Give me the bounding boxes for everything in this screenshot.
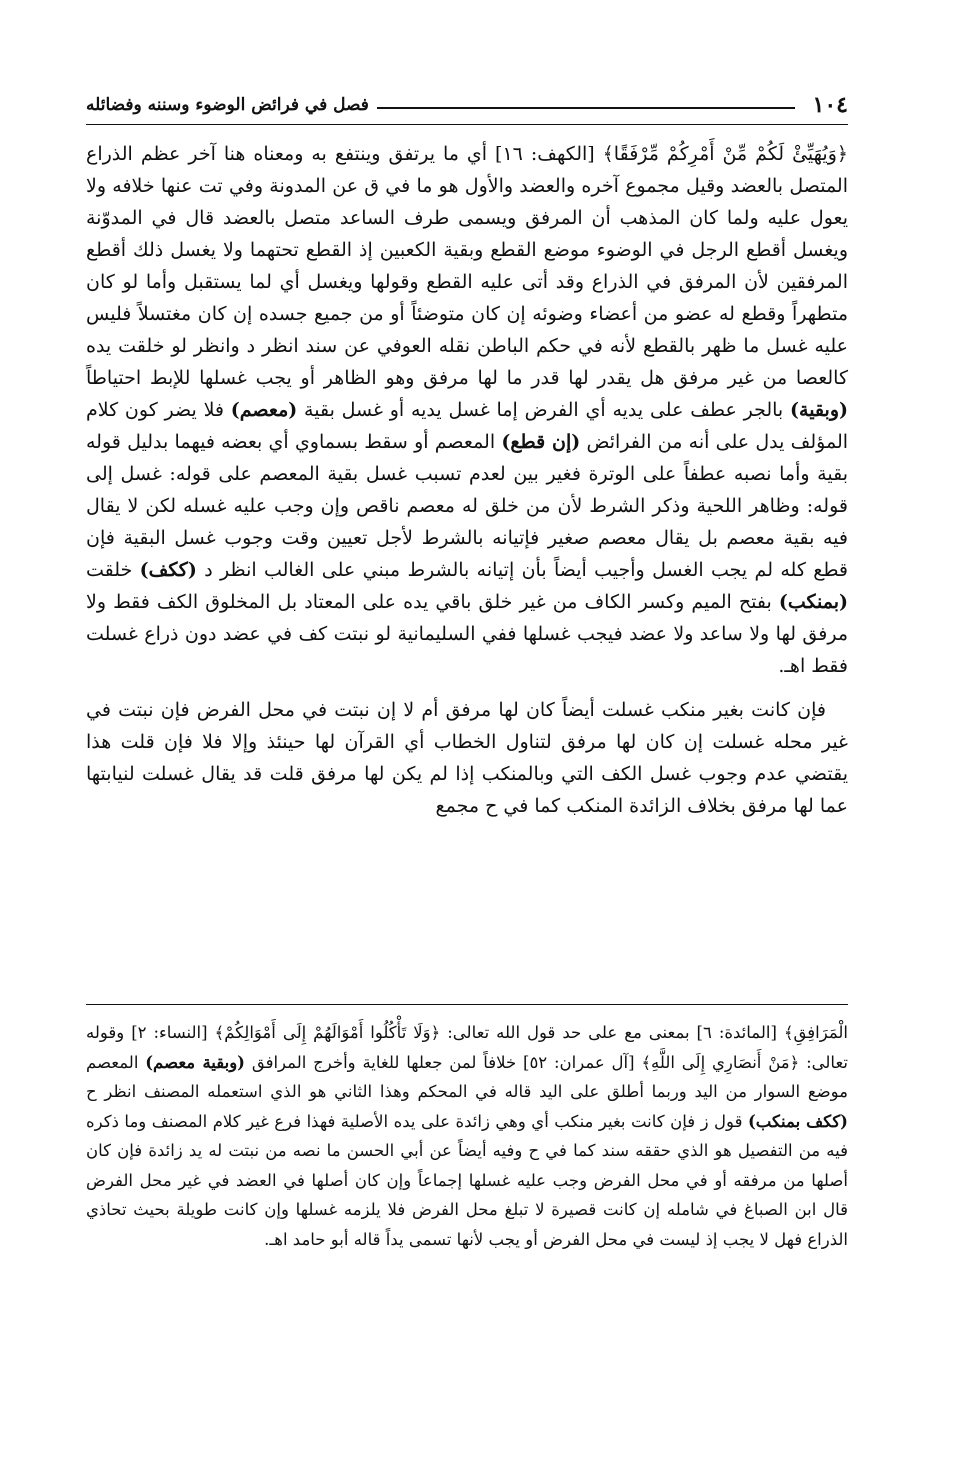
paragraph-2: فإن كانت بغير منكب غسلت أيضاً كان لها مرفق أم لا إن نبتت في محل الفرض فإن نبتت في غير محله غسلت إن كان لها مرفق لتناول الخطاب أي القرآن لها حينئذ وإلا فلا فإن قلت هذا يقتضي عدم وجوب غسل الكف التي وبالمنكب إذا لم يكن لها مرفق قلت قد يقال غسلت لنيابتها عما لها مرفق بخلاف الزائدة المنكب كما في ح مجمع: [86, 699, 848, 817]
paragraph-1-text: بالجر عطف على يديه أي الفرض إما غسل يديه أو غسل بقية: [297, 399, 791, 421]
header-rule: [377, 107, 795, 109]
footnotes: [86, 1018, 848, 1254]
footnote-text: قول ز فإن كانت بغير منكب أي وهي زائدة على يده الأصلية فهذا فرع غير كلام المصنف وما ذكره فيه من التفصيل هو الذي حققه سند كما في ح وفيه أيضاً عن أبي الحسن ما نصه من نبتت له يد زائدة فإن كان أصلها من مرفقه أو في محل الفرض وجب عليه غسلها إجماعاً وإن كان أصلها في العضد في غير محل الفرض قال ابن الصباغ في شامله إن كانت قصيرة لا تبلغ محل الفرض فلا يلزمه غسلها وإن كانت طويلة بحيث تحاذي الذراع فهل لا يجب إذ ليست في محل الفرض أو يجب لأنها تسمى يداً قاله أبو حامد اهـ.: [86, 1111, 848, 1249]
keyword-misam: (معصم): [230, 399, 298, 421]
paragraph-1-text: المعصم أو سقط بسماوي أي بعضه فيهما بدليل قوله بقية وأما نصبه عطفاً على الوترة فغير بين لعدم تسبب غسل بقية المعصم على قوله: غسل إلى قوله: وظاهر اللحية وذكر الشرط لأن من خلق له معصم ناقص وإن وجب عليه غسله لكن لا يقال فيه بقية معصم بل يقال معصم صغير فإتيانه بالشرط لأجل تعيين وقت وجوب غسل البقية فإن قطع كله لم يجب الغسل وأجيب أيضاً بأن إتيانه بالشرط مبني على الغالب انظر د: [86, 431, 848, 581]
paragraph-1-text: فلا يضر كون كلام المؤلف يدل على أنه من الفرائض: [86, 399, 849, 453]
paragraph-1-text: خلقت: [86, 559, 140, 581]
keyword-kakaff: (ككف): [139, 559, 197, 581]
footnote-text: الْمَرَافِقِ﴾ [المائدة: ٦] بمعنى مع على حد قول الله تعالى: ﴿وَلَا تَأْكُلُوا أَمْوَالَهُمْ إِلَى أَمْوَالِكُمْ﴾ [النساء: ٢] وقوله تعالى: ﴿مَنْ أَنصَارِي إِلَى اللَّهِ﴾ [آل عمران: ٥٢] خلافاً لمن جعلها للغاية وأخرج المرافق: [86, 1023, 849, 1072]
footnote-keyword-baqiyya-misam: (وبقية معصم): [145, 1052, 245, 1072]
page-number: ١٠٤: [812, 92, 848, 118]
keyword-in-quti: (إن قطع): [501, 431, 581, 453]
paragraph-1-text: بفتح الميم وكسر الكاف من غير خلق باقي يده على المعتاد بل المخلوق الكف فقط ولا مرفق لها ولا ساعد ولا عضد فيجب غسلها ففي السليمانية لو نبتت كف في عضد دون ذراع غسلت فقط اهـ.: [86, 591, 848, 677]
keyword-baqiyya: (وبقية): [790, 399, 848, 421]
page-header: [86, 88, 848, 122]
keyword-bimankib: (بمنكب): [778, 591, 848, 613]
footnote-divider: [86, 1004, 848, 1005]
running-title: فصل في فرائض الوضوء وسننه وفضائله: [86, 95, 369, 115]
main-text: [86, 138, 848, 822]
paragraph-1-text: ﴿وَيُهَيِّئْ لَكُمْ مِّنْ أَمْرِكُمْ مِّرْفَقًا﴾ [الكهف: ١٦] أي ما يرتفق وينتفع به ومعناه هنا آخر عظم الذراع المتصل بالعضد وقيل مجموع آخره والعضد والأول هو ما في ق عن المدونة وفي تت عنها خلافه ولا يعول عليه ولما كان المذهب أن المرفق ويسمى طرف الساعد متصل بالعضد قال في المدوّنة ويغسل أقطع الرجل في الوضوء موضع القطع وبقية الكعبين إذ القطع تحتهما ولا يغسل ذلك أقطع المرفقين لأن المرفق في الذراع وقد أتى عليه القطع وقولها ويغسل أي لما يستقبل وأما لو كان متطهراً وقطع له عضو من أعضاء وضوئه إن كان متوضئاً أو من جميع جسده إن كان مغتسلاً فليس عليه غسل ما ظهر بالقطع لأنه في حكم الباطن نقله العوفي عن سند انظر د وانظر لو خلقت يده كالعصا من غير مرفق هل يقدر لها قدر ما لها مرفق وهو الظاهر أو يجب غسلها للإبط احتياطاً: [86, 143, 848, 389]
footnote-text: المعصم موضع السوار من اليد وربما أطلق على اليد قاله في المحكم وهذا الثاني هو الذي استعمله المصنف انظر ح: [86, 1052, 848, 1101]
paragraph-1: [86, 138, 848, 682]
footnote-keyword-kakaff-bimankib: (ككف بمنكب): [747, 1111, 848, 1131]
footnote-paragraph: [86, 1018, 848, 1254]
header-divider: [86, 124, 848, 125]
